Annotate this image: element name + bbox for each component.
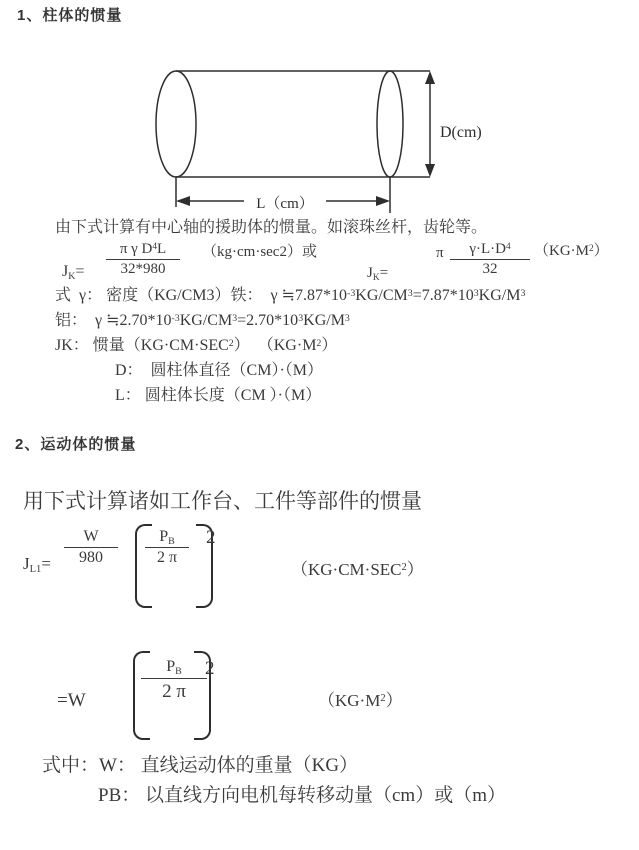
p-subscript: B	[168, 535, 175, 547]
p-symbol: P	[159, 528, 169, 545]
exponent-2: 2	[380, 693, 386, 705]
jk-subscript: K	[372, 272, 380, 283]
section1-heading: 1、柱体的惯量	[17, 7, 123, 24]
fraction-numerator	[145, 528, 189, 548]
w-formula-unit	[318, 691, 403, 711]
note-w-definition: 式中：W： 直线运动体的重量（KG）	[42, 755, 359, 776]
equals-sign: =	[75, 263, 85, 280]
density-aluminum-line	[55, 311, 350, 331]
text-segment: ）	[321, 337, 338, 354]
text-segment: =2.70*10	[237, 312, 299, 329]
exponent-4: 4	[505, 241, 511, 252]
fraction-numerator	[450, 241, 530, 260]
unit-text: （KG·M	[534, 243, 589, 259]
diameter-label: D(cm)	[440, 124, 482, 141]
jk-formula-m-lhs	[367, 264, 388, 282]
exponent-3: 3	[407, 287, 413, 299]
text-segment: KG/M	[478, 287, 521, 304]
exponent-3: 3	[520, 287, 526, 299]
jk-symbol: J	[367, 265, 373, 281]
exponent-3: 3	[473, 287, 479, 299]
w-formula-lhs: =W	[57, 690, 86, 711]
jk-symbol: J	[62, 263, 69, 280]
density-iron-line	[55, 286, 525, 306]
equals-sign: =	[41, 554, 51, 573]
fraction-denominator: 2 π	[156, 548, 178, 566]
section2-heading: 2、运动体的惯量	[15, 436, 137, 453]
p-subscript: B	[175, 665, 182, 677]
cylinder-left-ellipse	[156, 71, 196, 177]
diameter-arrowhead-up	[425, 71, 435, 84]
diameter-arrowhead-down	[425, 164, 435, 177]
jk-formula-cm-lhs	[62, 262, 84, 282]
fraction-denominator: 32*980	[120, 260, 166, 277]
exponent-2: 2	[589, 243, 594, 254]
equals-sign: =	[379, 265, 389, 281]
unit-text: （KG·M	[318, 691, 381, 710]
note-pb-definition: PB： 以直线方向电机每转移动量（cm）或（m）	[98, 785, 506, 806]
j-symbol: J	[23, 554, 30, 573]
pb-over-2pi-fraction	[145, 528, 189, 567]
text-segment: ） （KG·M	[233, 337, 317, 354]
numerator-tail: L	[157, 241, 167, 257]
fraction-denominator: 32	[482, 260, 498, 277]
text-segment: KG/M	[303, 312, 345, 329]
jl1-formula-unit	[291, 560, 424, 580]
section2-intro: 用下式计算诸如工作台、工件等部件的惯量	[23, 489, 422, 513]
power-exponent: 2	[205, 658, 215, 679]
text-segment: =7.87*10	[412, 287, 474, 304]
exponent-minus3: -3	[171, 312, 180, 324]
text-segment: JK： 惯量（KG·CM·SEC	[55, 337, 229, 354]
jk-formula-m-unit	[534, 242, 609, 260]
jk-formula-m-fraction	[450, 241, 530, 278]
w-over-980-fraction	[64, 528, 118, 567]
numerator-text: γ·L·D	[469, 241, 506, 257]
length-label: L（cm）	[256, 196, 314, 212]
unit-close: ）	[406, 560, 424, 579]
exponent-3: 3	[232, 312, 238, 324]
exponent-2: 2	[401, 562, 407, 574]
exponent-2: 2	[316, 337, 322, 349]
exponent-4: 4	[152, 241, 158, 252]
jk-subscript: K	[68, 270, 76, 282]
jl1-formula-lhs	[23, 554, 51, 574]
j-subscript: L1	[29, 563, 42, 575]
text-segment: 式 γ： 密度（KG/CM3）铁： γ ≒7.87*10	[55, 287, 348, 304]
fraction-denominator: 980	[79, 548, 103, 566]
numerator-text: π γ D	[119, 241, 153, 257]
d-definition-line: D： 圆柱体直径（CM）·（M）	[115, 362, 324, 379]
length-arrowhead-right	[376, 196, 390, 206]
exponent-2: 2	[228, 337, 234, 349]
jk-formula-cm-unit: （kg·cm·sec2）或	[202, 244, 317, 260]
unit-close: ）	[385, 691, 403, 710]
pi-symbol: π	[436, 245, 444, 261]
jk-formula-cm-fraction	[106, 241, 180, 278]
text-segment: KG/CM	[355, 287, 408, 304]
exponent-minus3: -3	[347, 287, 356, 299]
unit-text: （KG·CM·SEC	[291, 560, 402, 579]
p-symbol: P	[166, 658, 176, 675]
fraction-denominator: 2 π	[162, 681, 186, 702]
length-arrowhead-left	[176, 196, 190, 206]
exponent-3: 3	[344, 312, 350, 324]
cylinder-right-ellipse	[377, 71, 403, 177]
cylinder-diagram	[118, 55, 518, 225]
fraction-numerator	[106, 241, 180, 260]
jk-definition-line	[55, 336, 337, 356]
text-segment: KG/CM	[179, 312, 233, 329]
power-exponent: 2	[206, 527, 216, 548]
unit-close: ）	[593, 243, 609, 259]
l-definition-line: L： 圆柱体长度（CM ）·（M）	[115, 387, 322, 404]
section1-intro: 由下式计算有中心轴的援助体的惯量。如滚珠丝杆，齿轮等。	[55, 219, 488, 236]
fraction-numerator: W	[64, 528, 118, 548]
exponent-3: 3	[298, 312, 304, 324]
text-segment: 铝： γ ≒2.70*10	[55, 312, 172, 329]
